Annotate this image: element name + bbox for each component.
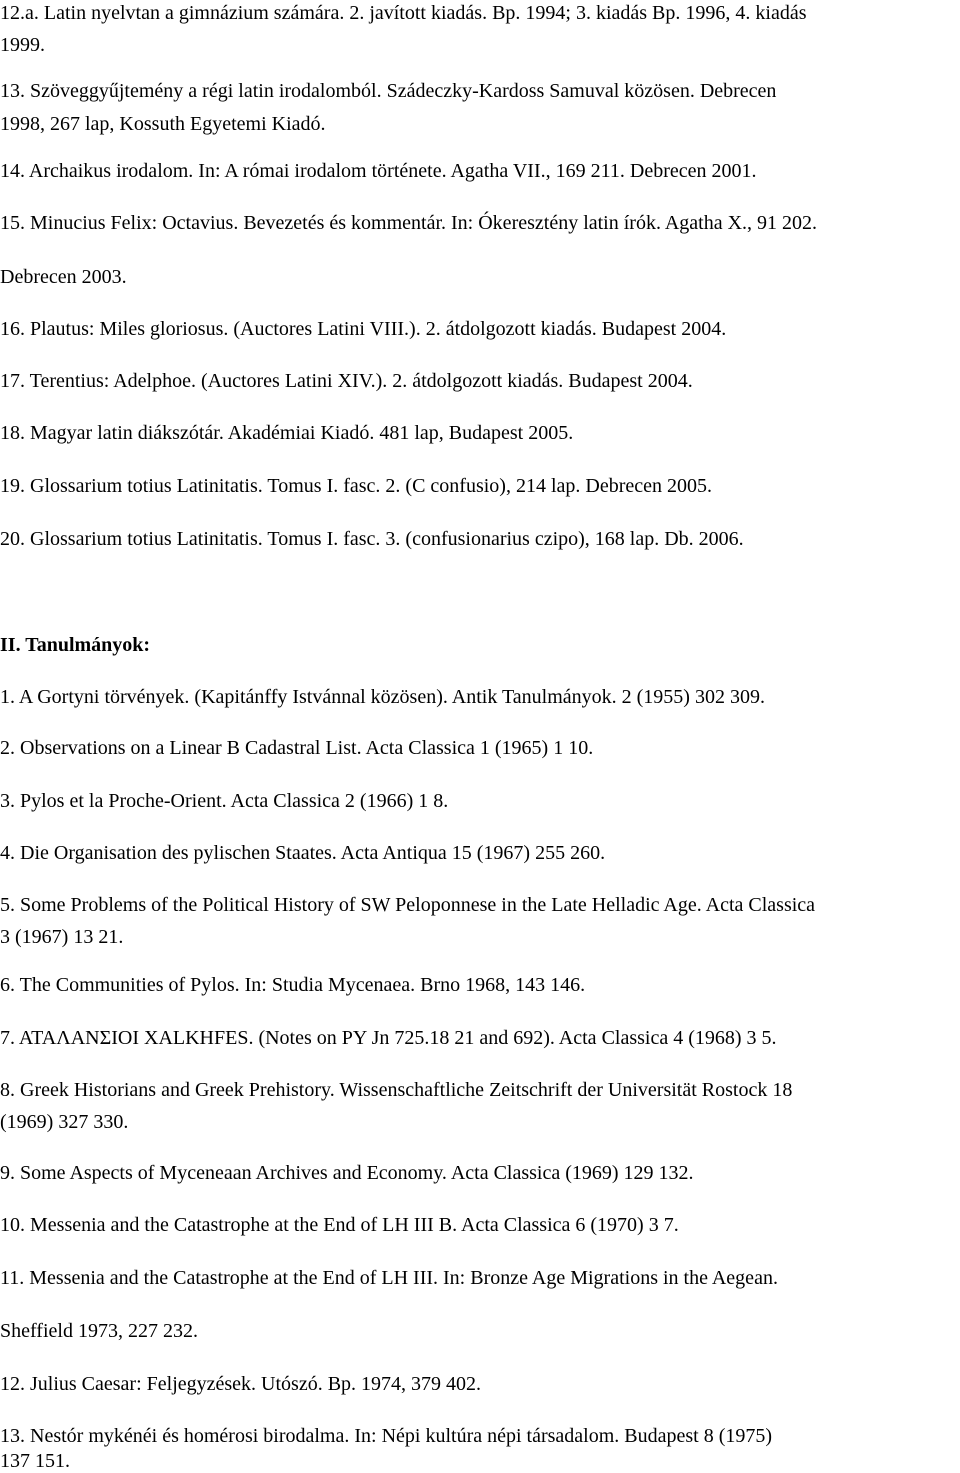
text-line: 137 151. [0, 1450, 70, 1472]
text-line: 12.a. Latin nyelvtan a gimnázium számára. 2. javított kiadás. Bp. 1994; 3. kiadás Bp. 1996, 4. kiadás [0, 2, 807, 24]
text-line: 13. Nestór mykénéi és homérosi birodalma. In: Népi kultúra népi társadalom. Budapest 8 (1975) [0, 1425, 773, 1447]
text-line: 6. The Communities of Pylos. In: Studia Mycenaea. Brno 1968, 143 146. [0, 974, 586, 996]
text-line: 16. Plautus: Miles gloriosus. (Auctores Latini VIII.). 2. átdolgozott kiadás. Budapest 2004. [0, 318, 727, 340]
section-heading: II. Tanulmányok: [0, 634, 151, 656]
text-line: 2. Observations on a Linear B Cadastral List. Acta Classica 1 (1965) 1 10. [0, 737, 594, 759]
text-line: 9. Some Aspects of Myceneaan Archives and Economy. Acta Classica (1969) 129 132. [0, 1162, 694, 1184]
text-line: 20. Glossarium totius Latinitatis. Tomus I. fasc. 3. (confusionarius czipo), 168 lap. Db. 2006. [0, 528, 744, 550]
text-line: 15. Minucius Felix: Octavius. Bevezetés és kommentár. In: Ókeresztény latin írók. Agatha X., 91 202. [0, 212, 818, 234]
text-line: 12. Julius Caesar: Feljegyzések. Utószó. Bp. 1974, 379 402. [0, 1373, 482, 1395]
text-line: 1998, 267 lap, Kossuth Egyetemi Kiadó. [0, 113, 326, 135]
text-line: 3. Pylos et la Proche-Orient. Acta Classica 2 (1966) 1 8. [0, 790, 449, 812]
text-line: 5. Some Problems of the Political History of SW Peloponnese in the Late Helladic Age. Acta Classica [0, 894, 816, 916]
text-line: 7. ΑΤΑΛΑΝΣΙΟΙ ΧΑLΚΗFES. (Notes on PY Jn 725.18 21 and 692). Acta Classica 4 (1968) 3 5. [0, 1027, 777, 1049]
text-line: Sheffield 1973, 227 232. [0, 1320, 198, 1342]
text-line: 1999. [0, 34, 45, 56]
text-line: (1969) 327 330. [0, 1111, 129, 1133]
text-line: 19. Glossarium totius Latinitatis. Tomus I. fasc. 2. (C confusio), 214 lap. Debrecen 2005. [0, 475, 713, 497]
text-line: 3 (1967) 13 21. [0, 926, 124, 948]
text-line: Debrecen 2003. [0, 266, 127, 288]
text-line: 8. Greek Historians and Greek Prehistory. Wissenschaftliche Zeitschrift der Universität Rostock 18 [0, 1079, 793, 1101]
text-line: 14. Archaikus irodalom. In: A római irodalom története. Agatha VII., 169 211. Debrecen 2001. [0, 160, 757, 182]
text-line: 11. Messenia and the Catastrophe at the End of LH III. In: Bronze Age Migrations in the Aegean. [0, 1267, 778, 1289]
text-line: 17. Terentius: Adelphoe. (Auctores Latini XIV.). 2. átdolgozott kiadás. Budapest 2004. [0, 370, 693, 392]
text-line: 1. A Gortyni törvények. (Kapitánffy Istvánnal közösen). Antik Tanulmányok. 2 (1955) 302 309. [0, 686, 765, 708]
text-line: 18. Magyar latin diákszótár. Akadémiai Kiadó. 481 lap, Budapest 2005. [0, 422, 574, 444]
text-line: 13. Szöveggyűjtemény a régi latin irodalomból. Szádeczky-Kardoss Samuval közösen. Debrecen [0, 80, 777, 102]
text-line: 4. Die Organisation des pylischen Staates. Acta Antiqua 15 (1967) 255 260. [0, 842, 606, 864]
text-line: 10. Messenia and the Catastrophe at the End of LH III B. Acta Classica 6 (1970) 3 7. [0, 1214, 679, 1236]
